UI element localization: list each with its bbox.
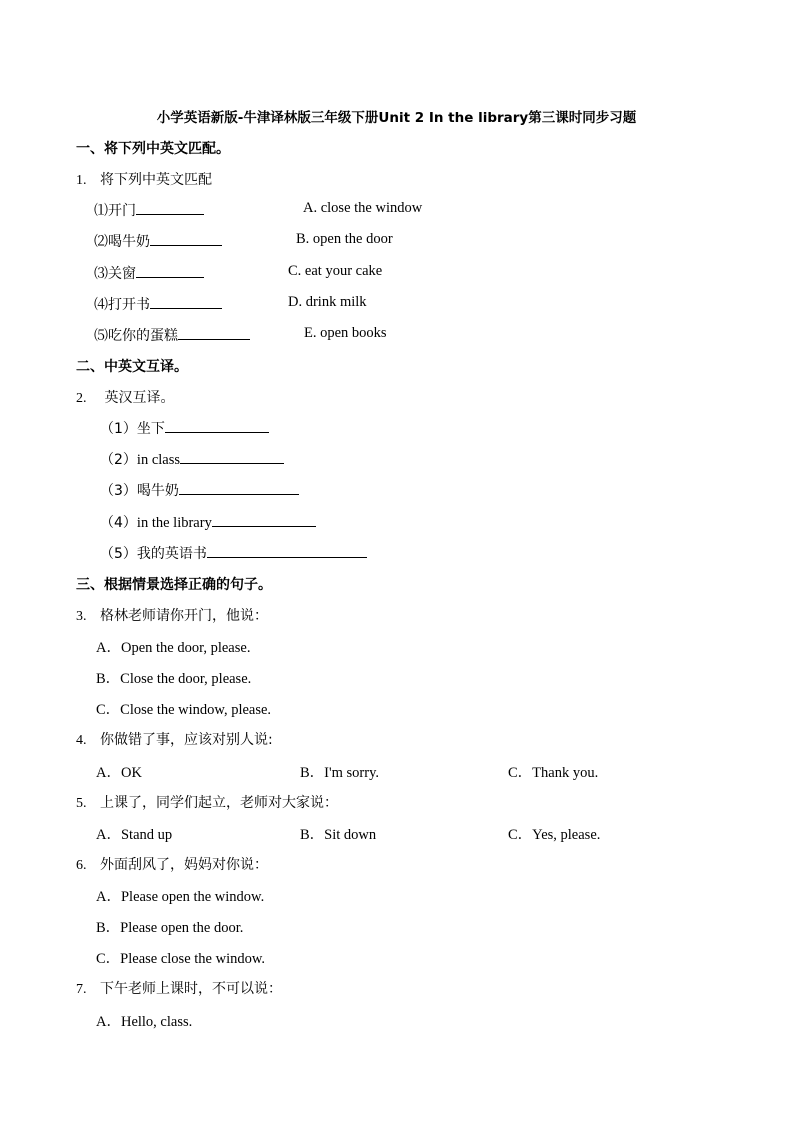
match-right-item: B. open the door: [296, 231, 393, 247]
option-a: A．Please open the window.: [96, 889, 265, 905]
question-number: 5.: [76, 796, 87, 811]
answer-blank[interactable]: [212, 512, 316, 527]
section-heading-2: 二、中英文互译。: [76, 359, 188, 375]
answer-blank[interactable]: [165, 418, 269, 433]
answer-blank[interactable]: [136, 263, 204, 278]
item-text: 我的英语书: [136, 546, 207, 562]
item-text: 喝牛奶: [136, 483, 179, 499]
question-3: [76, 605, 268, 625]
translate-item: [100, 480, 299, 500]
question-text: 上课了，同学们起立，老师对大家说：: [100, 795, 338, 811]
question-text: 格林老师请你开门，他说：: [100, 608, 268, 624]
option-c: C．Yes, please.: [508, 827, 601, 843]
match-left-label: ⑴开门: [94, 203, 136, 219]
section-heading-1: 一、将下列中英文匹配。: [76, 141, 230, 157]
option-b: B．Please open the door.: [96, 920, 244, 936]
answer-blank[interactable]: [207, 543, 367, 558]
question-number: 6.: [76, 858, 87, 873]
match-left-item: [94, 294, 222, 314]
question-number: 2.: [76, 391, 87, 406]
translate-item: [100, 512, 316, 532]
match-left-item: [94, 263, 204, 283]
item-number: （4）: [100, 515, 137, 531]
option-a: A．Open the door, please.: [96, 640, 251, 656]
question-number: 3.: [76, 609, 87, 624]
section-heading-3: 三、根据情景选择正确的句子。: [76, 577, 272, 593]
match-left-label: ⑶关窗: [94, 266, 136, 282]
option-b: B．Sit down: [300, 827, 377, 843]
match-right-item: A. close the window: [303, 200, 423, 216]
translate-item: [100, 418, 269, 438]
match-right-item: D. drink milk: [288, 294, 367, 310]
question-text: 英汉互译。: [100, 390, 175, 406]
match-left-label: ⑷打开书: [94, 297, 150, 313]
option-c: C．Thank you.: [508, 765, 599, 781]
question-1: [76, 169, 212, 189]
match-left-label: ⑸吃你的蛋糕: [94, 328, 178, 344]
item-number: （2）: [100, 452, 137, 468]
answer-blank[interactable]: [150, 294, 222, 309]
item-text: in class: [136, 452, 181, 468]
option-c: C．Close the window, please.: [96, 702, 272, 718]
page-title: 小学英语新版-牛津译林版三年级下册Unit 2 In the library第三课时同步习题: [156, 110, 637, 126]
match-right-item: E. open books: [304, 325, 387, 341]
translate-item: [100, 449, 284, 469]
match-left-item: [94, 200, 204, 220]
question-7: [76, 978, 282, 998]
translate-item: [100, 543, 367, 563]
answer-blank[interactable]: [136, 200, 204, 215]
answer-blank[interactable]: [179, 480, 299, 495]
match-right-item: C. eat your cake: [288, 263, 383, 279]
answer-blank[interactable]: [180, 449, 284, 464]
question-number: 4.: [76, 733, 87, 748]
item-text: 坐下: [136, 421, 165, 437]
question-5: [76, 792, 338, 812]
question-4: [76, 729, 273, 749]
question-number: 7.: [76, 982, 87, 997]
match-left-item: [94, 325, 250, 345]
match-left-label: ⑵喝牛奶: [94, 234, 150, 250]
answer-blank[interactable]: [178, 325, 250, 340]
option-a: A．Hello, class.: [96, 1014, 193, 1030]
question-text: 外面刮风了，妈妈对你说：: [100, 857, 268, 873]
question-text: 你做错了事，应该对别人说:: [100, 732, 273, 748]
option-a: A．Stand up: [96, 827, 173, 843]
question-number: 1.: [76, 173, 87, 188]
question-6: [76, 854, 268, 874]
question-text: 将下列中英文匹配: [100, 172, 212, 188]
question-2: [76, 387, 174, 407]
option-a: A．OK: [96, 765, 142, 781]
match-left-item: [94, 231, 222, 251]
item-number: （5）: [100, 546, 137, 562]
item-text: in the library: [136, 515, 212, 531]
answer-blank[interactable]: [150, 231, 222, 246]
option-c: C．Please close the window.: [96, 951, 266, 967]
option-b: B．I'm sorry.: [300, 765, 379, 781]
option-b: B．Close the door, please.: [96, 671, 252, 687]
item-number: （3）: [100, 483, 137, 499]
item-number: （1）: [100, 421, 137, 437]
question-text: 下午老师上课时，不可以说：: [100, 981, 282, 997]
